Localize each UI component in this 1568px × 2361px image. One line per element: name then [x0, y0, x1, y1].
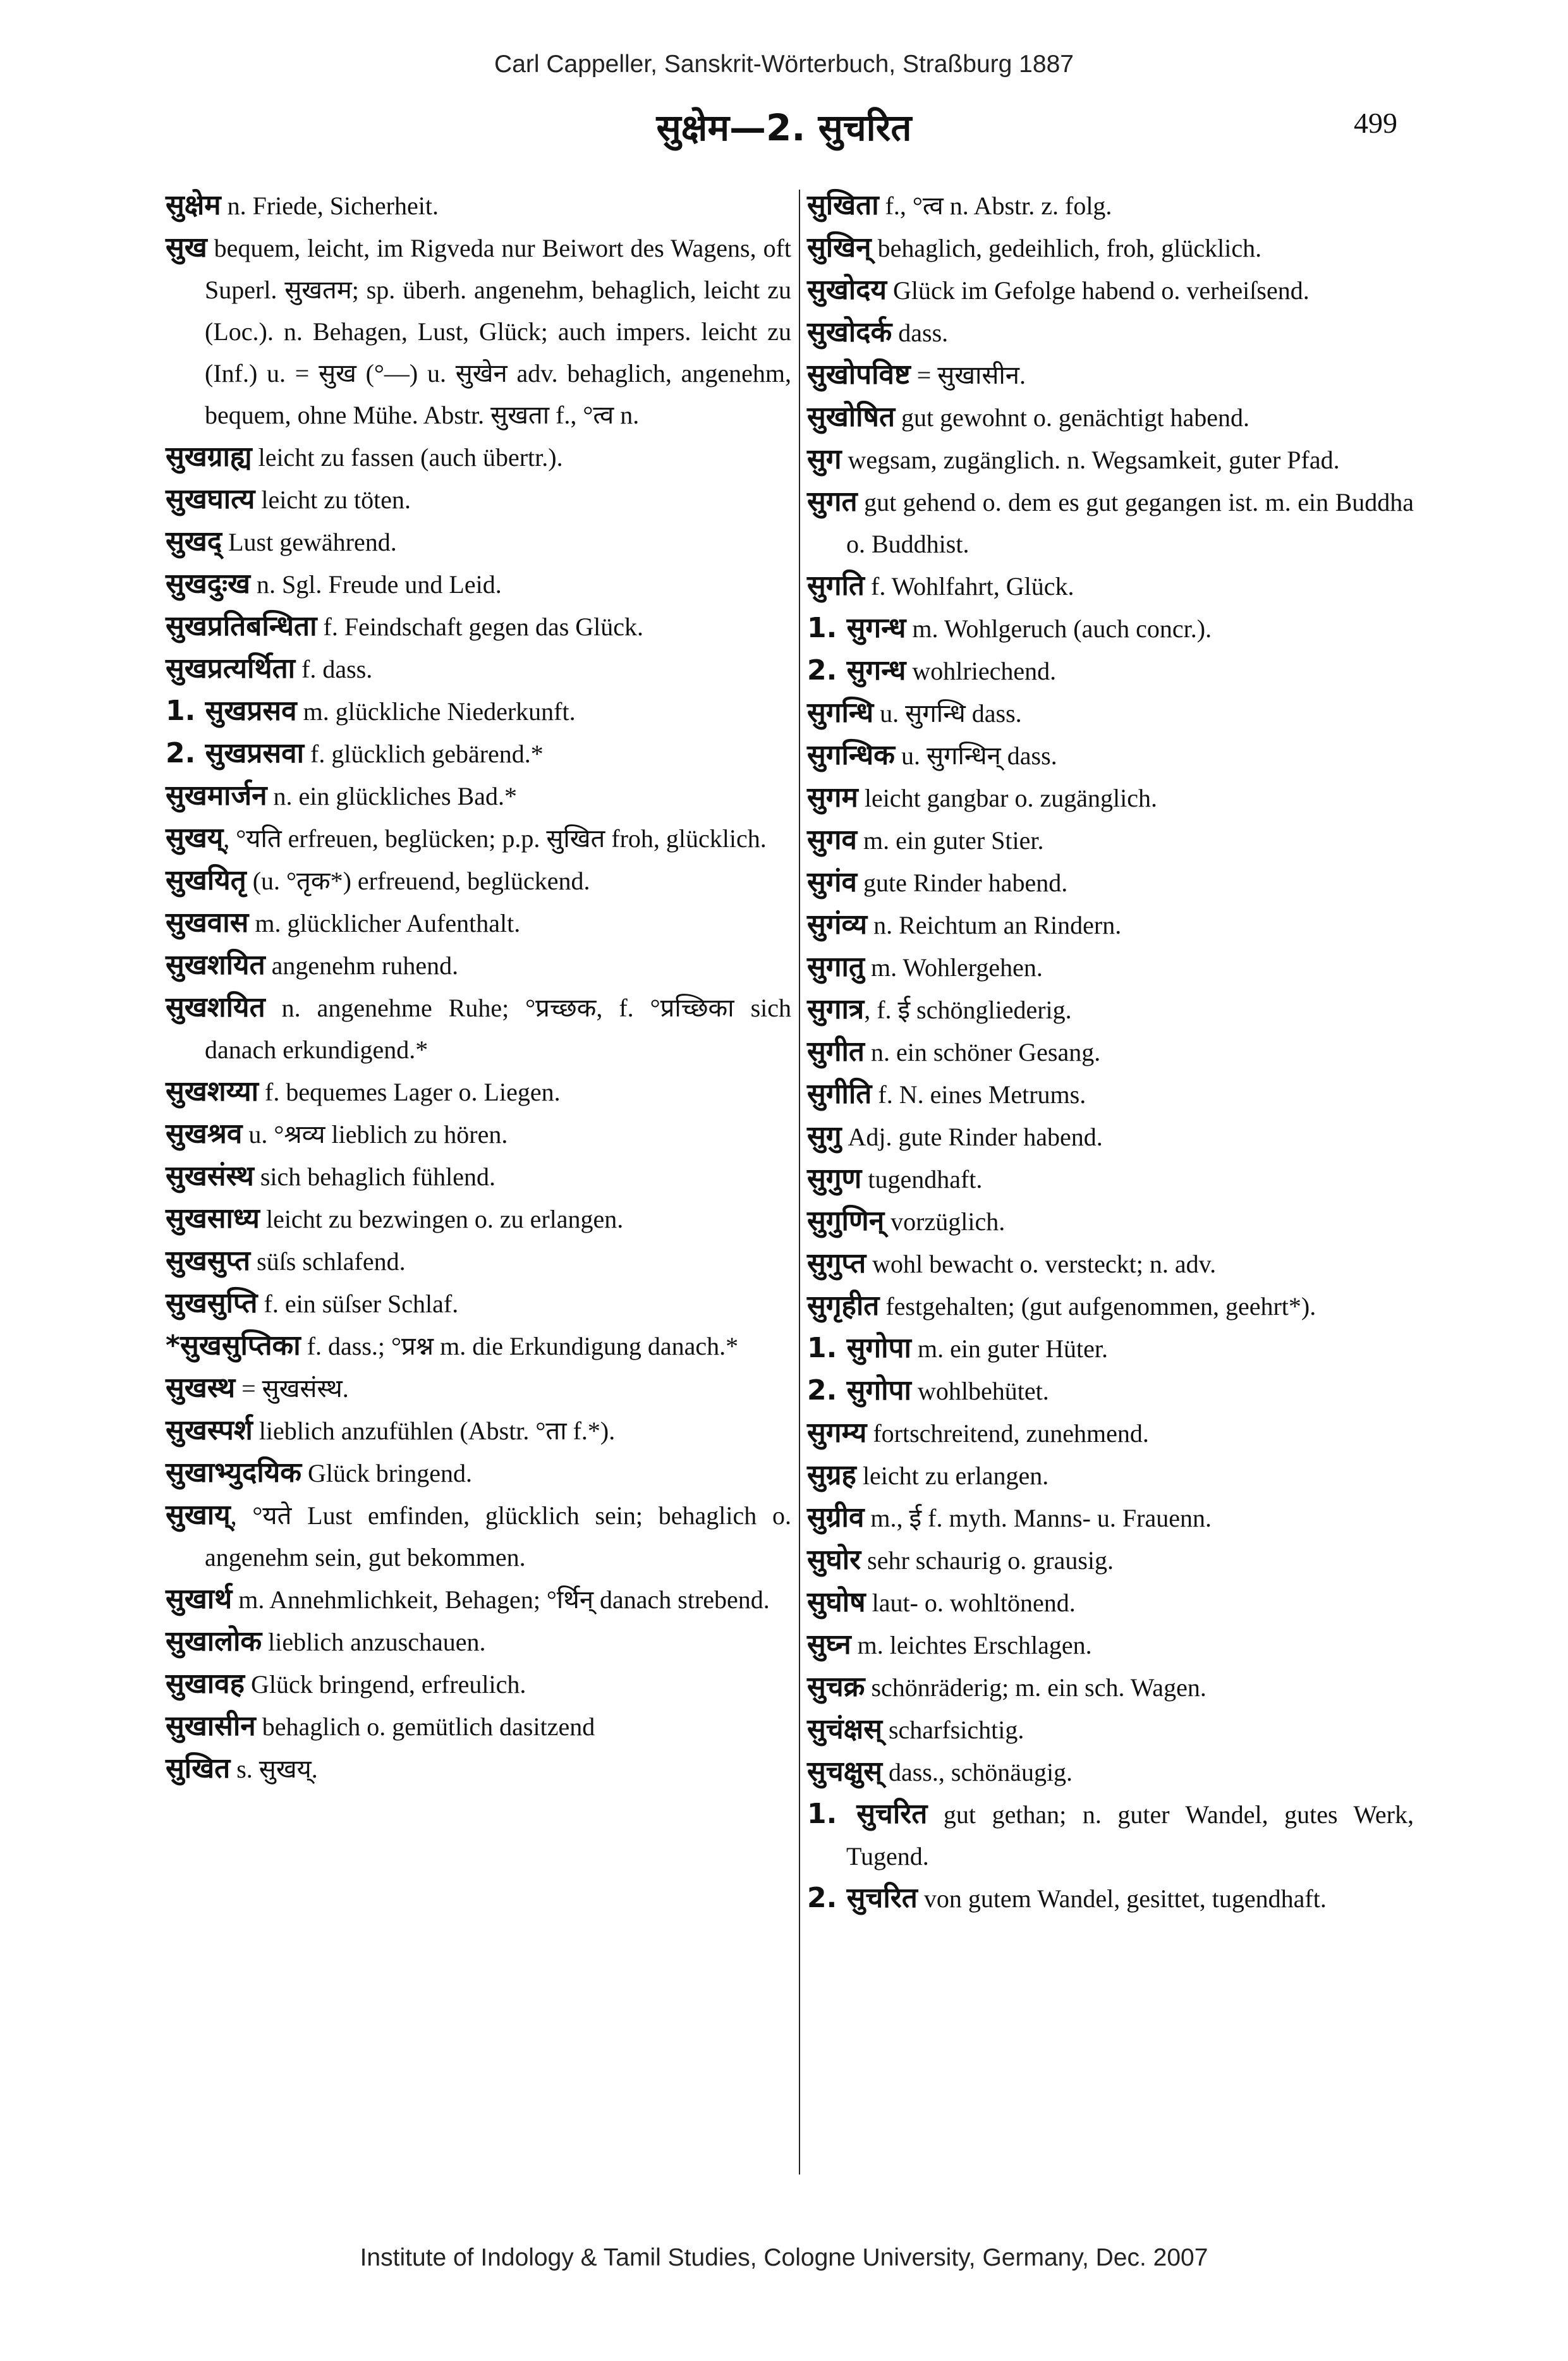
- dictionary-entry: [166, 606, 791, 648]
- entry-definition: u. °श्रव्य lieblich zu hören.: [242, 1120, 508, 1149]
- dictionary-entry: [166, 1325, 791, 1367]
- entry-definition: f. Feindschaft gegen das Glück.: [317, 613, 644, 641]
- entry-headword: सुखय्: [166, 822, 224, 854]
- dictionary-entry: [166, 1071, 791, 1113]
- entry-headword: सुगुण: [807, 1162, 862, 1195]
- entry-headword: सुखशयित: [166, 949, 265, 981]
- entry-definition: f. ein süſser Schlaf.: [257, 1290, 459, 1318]
- dictionary-entry: [807, 607, 1414, 650]
- entry-definition: m. Wohlergehen.: [865, 953, 1043, 982]
- entry-definition: gut gethan; n. guter Wandel, gutes Werk, Tugend.: [846, 1800, 1414, 1870]
- entry-definition: f. Wohlfahrt, Glück.: [865, 572, 1074, 601]
- entry-definition: Glück bringend.: [301, 1459, 472, 1487]
- entry-definition: leicht zu erlangen.: [856, 1461, 1049, 1490]
- entry-headword: सुगव: [807, 824, 857, 856]
- dictionary-entry: [166, 1494, 791, 1578]
- entry-definition: m. ein guter Stier.: [856, 826, 1044, 855]
- dictionary-entry: [166, 1156, 791, 1198]
- dictionary-entry: [166, 733, 791, 775]
- entry-definition: m. Annehmlichkeit, Behagen; °र्थिन् danach strebend.: [232, 1585, 770, 1614]
- dictionary-entry: [807, 312, 1414, 354]
- entry-headword: 2. सुगन्ध: [807, 654, 906, 686]
- entry-definition: , f. ई schöngliederig.: [864, 996, 1072, 1024]
- entry-headword: सुघोर: [807, 1544, 861, 1576]
- entry-definition: Lust gewährend.: [222, 528, 397, 556]
- entry-headword: सुगति: [807, 570, 865, 602]
- dictionary-entry: [807, 862, 1414, 904]
- entry-headword: सुचक्र: [807, 1671, 865, 1703]
- entry-headword: सुखार्थ: [166, 1583, 233, 1615]
- dictionary-entry: [807, 1116, 1414, 1158]
- entry-headword: सुक्षेम: [166, 189, 221, 221]
- entry-definition: = सुखासीन.: [910, 361, 1026, 389]
- entry-headword: सुगत: [807, 485, 858, 518]
- entry-definition: dass.: [892, 319, 949, 347]
- page-title: सुक्षेम—2. सुचरित: [656, 106, 912, 149]
- entry-headword: सुखावह: [166, 1668, 245, 1700]
- entry-headword: 2. सुचरित: [807, 1882, 918, 1914]
- dictionary-entry: [807, 1539, 1414, 1582]
- entry-headword: सुखसंस्थ: [166, 1160, 254, 1192]
- entry-headword: सुखाय्: [166, 1499, 231, 1531]
- dictionary-entry: [807, 185, 1414, 227]
- dictionary-entry: [807, 777, 1414, 819]
- dictionary-entry: [166, 1621, 791, 1663]
- dictionary-entry: [807, 227, 1414, 269]
- entry-headword: सुखिन्: [807, 231, 872, 264]
- dictionary-entry: [166, 227, 791, 436]
- dictionary-entry: [166, 648, 791, 690]
- dictionary-entry: [807, 1666, 1414, 1709]
- right-column: [807, 185, 1414, 2163]
- dictionary-entry: [807, 439, 1414, 481]
- dictionary-entry: [166, 436, 791, 479]
- page-number: 499: [1354, 107, 1397, 139]
- dictionary-entry: [166, 1198, 791, 1240]
- entry-headword: सुखसुप्त: [166, 1245, 251, 1277]
- entry-headword: 2. सुखप्रसवा: [166, 737, 305, 769]
- dictionary-entry: [807, 1624, 1414, 1666]
- entry-definition: n. angenehme Ruhe; °प्रच्छक, f. °प्रच्छिका sich danach erkundigend.*: [205, 994, 791, 1064]
- entry-headword: सुखालोक: [166, 1625, 262, 1657]
- dictionary-entry: [166, 690, 791, 733]
- dictionary-entry: [807, 1327, 1414, 1370]
- entry-definition: f. glücklich gebärend.*: [304, 740, 544, 768]
- entry-definition: wegsam, zugänglich. n. Wegsamkeit, guter Pfad.: [841, 446, 1340, 474]
- entry-definition: = सुखसंस्थ.: [235, 1374, 349, 1403]
- dictionary-entry: [807, 1412, 1414, 1455]
- dictionary-entry: [166, 817, 791, 860]
- dictionary-entry: [166, 185, 791, 227]
- entry-headword: सुखित: [166, 1752, 231, 1784]
- entry-headword: सुचंक्षस्: [807, 1713, 882, 1745]
- entry-headword: सुख: [166, 231, 207, 264]
- entry-definition: f., °त्व n. Abstr. z. folg.: [878, 192, 1112, 220]
- entry-headword: सुगृहीत: [807, 1290, 880, 1322]
- entry-headword: सुखस्पर्श: [166, 1414, 253, 1446]
- entry-definition: n. Sgl. Freude und Leid.: [250, 570, 502, 599]
- entry-headword: सुगीति: [807, 1078, 872, 1110]
- dictionary-entry: [166, 563, 791, 606]
- entry-headword: सुग्रीव: [807, 1501, 865, 1534]
- dictionary-entry: [166, 860, 791, 902]
- dictionary-entry: [807, 1751, 1414, 1793]
- entry-headword: सुखश्रव: [166, 1118, 243, 1150]
- entry-definition: m. leichtes Erschlagen.: [851, 1631, 1092, 1659]
- entry-definition: wohl bewacht o. versteckt; n. adv.: [866, 1250, 1217, 1278]
- entry-headword: सुखोदर्क: [807, 316, 892, 348]
- entry-definition: Glück im Gefolge habend o. verheiſsend.: [887, 276, 1310, 305]
- entry-definition: u. सुगन्धिन् dass.: [894, 741, 1057, 770]
- entry-definition: m. Wohlgeruch (auch concr.).: [906, 614, 1212, 643]
- entry-definition: laut- o. wohltönend.: [865, 1589, 1076, 1617]
- entry-definition: angenehm ruhend.: [265, 951, 459, 980]
- dictionary-entry: [166, 1578, 791, 1621]
- entry-definition: gute Rinder habend.: [856, 869, 1068, 897]
- entry-definition: schönräderig; m. ein sch. Wagen.: [865, 1673, 1206, 1702]
- entry-definition: leicht gangbar o. zugänglich.: [858, 784, 1157, 812]
- entry-headword: सुखासीन: [166, 1710, 256, 1742]
- entry-headword: सुखप्रतिबन्धिता: [166, 610, 317, 642]
- entry-definition: gut gehend o. dem es gut gegangen ist. m. ein Buddha o. Buddhist.: [846, 488, 1414, 558]
- entry-definition: m. glücklicher Aufenthalt.: [248, 909, 521, 937]
- entry-definition: m. ein guter Hüter.: [911, 1334, 1108, 1363]
- dictionary-entry: [807, 1370, 1414, 1412]
- entry-definition: leicht zu bezwingen o. zu erlangen.: [259, 1205, 624, 1233]
- dictionary-entry: [166, 902, 791, 944]
- entry-definition: behaglich o. gemütlich dasitzend: [255, 1712, 595, 1741]
- entry-headword: सुगीत: [807, 1035, 865, 1068]
- entry-headword: सुगंव्य: [807, 908, 868, 941]
- entry-headword: सुगु: [807, 1120, 842, 1152]
- entry-definition: Glück bringend, erfreulich.: [244, 1670, 526, 1699]
- entry-headword: सुखद्: [166, 525, 222, 558]
- entry-definition: lieblich anzufühlen (Abstr. °ता f.*).: [252, 1417, 616, 1445]
- dictionary-entry: [807, 904, 1414, 946]
- dictionary-entry: [807, 735, 1414, 777]
- entry-headword: सुगम: [807, 781, 858, 814]
- entry-headword: सुग्रह: [807, 1459, 856, 1491]
- entry-definition: s. सुखय्.: [230, 1755, 318, 1783]
- dictionary-entry: [166, 479, 791, 521]
- dictionary-entry: [166, 1113, 791, 1156]
- entry-headword: सुगात्र: [807, 993, 865, 1025]
- dictionary-entry: [807, 946, 1414, 989]
- entry-definition: behaglich, gedeihlich, froh, glücklich.: [871, 234, 1262, 262]
- entry-definition: scharfsichtig.: [882, 1716, 1024, 1744]
- entry-definition: n. Friede, Sicherheit.: [221, 192, 439, 220]
- dictionary-entry: [807, 1285, 1414, 1327]
- dictionary-entry: [807, 396, 1414, 439]
- entry-headword: सुखिता: [807, 189, 879, 221]
- entry-headword: 1. सुगन्ध: [807, 612, 906, 644]
- dictionary-entry: [807, 650, 1414, 692]
- dictionary-entry: [807, 1709, 1414, 1751]
- entry-definition: Adj. gute Rinder habend.: [841, 1123, 1103, 1151]
- entry-headword: सुगम्य: [807, 1417, 867, 1449]
- entry-definition: festgehalten; (gut aufgenommen, geehrt*).: [879, 1292, 1316, 1321]
- entry-definition: m. glückliche Niederkunft.: [296, 697, 576, 726]
- entry-definition: n. ein glückliches Bad.*: [267, 782, 517, 810]
- entry-headword: सुगुणिन्: [807, 1205, 885, 1237]
- entry-definition: leicht zu töten.: [255, 485, 411, 514]
- entry-headword: सुखशयित: [166, 991, 265, 1023]
- dictionary-entry: [807, 354, 1414, 396]
- entry-definition: fortschreitend, zunehmend.: [866, 1419, 1149, 1448]
- entry-headword: 1. सुखप्रसव: [166, 695, 297, 727]
- entry-definition: f. dass.; °प्रश्न m. die Erkundigung danach.*: [300, 1332, 739, 1360]
- dictionary-entry: [807, 1455, 1414, 1497]
- entry-definition: vorzüglich.: [884, 1207, 1006, 1236]
- dictionary-entry: [807, 1158, 1414, 1200]
- entry-headword: सुग: [807, 443, 842, 475]
- dictionary-entry: [807, 819, 1414, 862]
- entry-headword: सुखप्रत्यर्थिता: [166, 652, 296, 685]
- entry-definition: bequem, leicht, im Rigveda nur Beiwort des Wagens, oft Superl. सुखतम; sp. überh. angenehm, behaglich, leicht zu (Loc.). n. Behagen, Lust, Glück; auch impers. leicht zu (Inf.) u. = सुख (°—) u. सुखेन adv. behaglich, angenehm, bequem, ohne Mühe. Abstr. सुखता f., °त्व n.: [205, 234, 791, 429]
- dictionary-entry: [166, 1283, 791, 1325]
- dictionary-entry: [166, 987, 791, 1071]
- entry-definition: f. bequemes Lager o. Liegen.: [258, 1078, 561, 1106]
- page-header: [0, 101, 1568, 152]
- left-column: [166, 185, 791, 2163]
- entry-definition: leicht zu fassen (auch übertr.).: [252, 443, 563, 472]
- entry-definition: f. dass.: [295, 655, 373, 683]
- entry-headword: 1. सुगोपा: [807, 1332, 911, 1364]
- entry-headword: सुखग्राह्य: [166, 441, 252, 473]
- entry-headword: सुखवास: [166, 906, 249, 939]
- dictionary-entry: [807, 1073, 1414, 1116]
- column-divider: [799, 190, 800, 2175]
- dictionary-entry: [166, 944, 791, 987]
- dictionary-entry: [166, 1748, 791, 1790]
- entry-definition: , °यति erfreuen, beglücken; p.p. सुखित froh, glücklich.: [223, 824, 767, 853]
- entry-definition: gut gewohnt o. genächtigt habend.: [895, 403, 1250, 432]
- dictionary-entry: [807, 692, 1414, 735]
- entry-headword: 2. सुगोपा: [807, 1374, 911, 1406]
- dictionary-entry: [807, 481, 1414, 565]
- entry-definition: dass., schönäugig.: [882, 1758, 1073, 1786]
- entry-definition: süſs schlafend.: [250, 1247, 406, 1276]
- entry-definition: n. ein schöner Gesang.: [865, 1038, 1101, 1066]
- entry-headword: सुगुप्त: [807, 1247, 866, 1279]
- dictionary-entry: [807, 1582, 1414, 1624]
- entry-headword: सुखस्थ: [166, 1372, 236, 1404]
- entry-definition: sehr schaurig o. grausig.: [861, 1546, 1114, 1575]
- entry-headword: सुखशय्या: [166, 1075, 259, 1107]
- dictionary-entry: [807, 1793, 1414, 1877]
- entry-headword: सुचक्षुस्: [807, 1755, 882, 1788]
- dictionary-entry: [166, 775, 791, 817]
- entry-headword: सुखघात्य: [166, 483, 255, 515]
- dictionary-entry: [166, 521, 791, 563]
- entry-definition: von gutem Wandel, gesittet, tugendhaft.: [917, 1884, 1327, 1913]
- footer: Institute of Indology & Tamil Studies, Cologne University, Germany, Dec. 2007: [360, 2244, 1208, 2271]
- entry-definition: lieblich anzuschauen.: [262, 1628, 486, 1656]
- entry-definition: m., ई f. myth. Manns- u. Frauenn.: [864, 1504, 1212, 1532]
- entry-headword: सुखसाध्य: [166, 1202, 260, 1235]
- dictionary-entry: [807, 1497, 1414, 1539]
- source-line: Carl Cappeller, Sanskrit-Wörterbuch, Straßburg 1887: [494, 51, 1074, 78]
- entry-headword: सुखयितृ: [166, 864, 246, 896]
- entry-definition: n. Reichtum an Rindern.: [867, 911, 1122, 939]
- dictionary-entry: [166, 1705, 791, 1748]
- entry-definition: wohlriechend.: [906, 657, 1057, 685]
- dictionary-entry: [166, 1367, 791, 1410]
- entry-headword: 1. सुचरित: [807, 1798, 928, 1830]
- entry-headword: सुखोषित: [807, 401, 896, 433]
- entry-headword: *सुखसुप्तिका: [166, 1329, 301, 1362]
- dictionary-entry: [807, 1243, 1414, 1285]
- entry-headword: सुखसुप्ति: [166, 1287, 258, 1319]
- entry-definition: f. N. eines Metrums.: [872, 1080, 1086, 1109]
- entry-headword: सुखमार्जन: [166, 779, 267, 812]
- entry-headword: सुघोष: [807, 1586, 866, 1618]
- entry-headword: सुखोदय: [807, 274, 887, 306]
- dictionary-entry: [807, 269, 1414, 312]
- entry-headword: सुगन्धिक: [807, 739, 895, 771]
- dictionary-entry: [807, 1200, 1414, 1243]
- dictionary-entry: [166, 1663, 791, 1705]
- dictionary-entry: [166, 1410, 791, 1452]
- entry-definition: (u. °तृक*) erfreuend, beglückend.: [246, 867, 590, 895]
- entry-headword: सुगन्धि: [807, 697, 874, 729]
- entry-definition: tugendhaft.: [861, 1165, 983, 1193]
- entry-headword: सुगातु: [807, 951, 865, 983]
- entry-headword: सुखदुःख: [166, 568, 250, 600]
- dictionary-entry: [807, 565, 1414, 607]
- dictionary-entry: [166, 1240, 791, 1283]
- dictionary-entry: [807, 989, 1414, 1031]
- entry-definition: sich behaglich fühlend.: [253, 1162, 495, 1191]
- entry-definition: wohlbehütet.: [911, 1377, 1049, 1405]
- entry-definition: u. सुगन्धि dass.: [873, 699, 1022, 728]
- dictionary-entry: [807, 1031, 1414, 1073]
- entry-headword: सुगंव: [807, 866, 857, 898]
- dictionary-entry: [166, 1452, 791, 1494]
- entry-headword: सुखाभ्युदयिक: [166, 1456, 302, 1489]
- entry-headword: सुखोपविष्ट: [807, 358, 911, 391]
- entry-definition: , °यते Lust emfinden, glücklich sein; behaglich o. angenehm sein, gut bekommen.: [205, 1501, 791, 1571]
- entry-headword: सुघ्न: [807, 1628, 851, 1661]
- dictionary-entry: [807, 1877, 1414, 1920]
